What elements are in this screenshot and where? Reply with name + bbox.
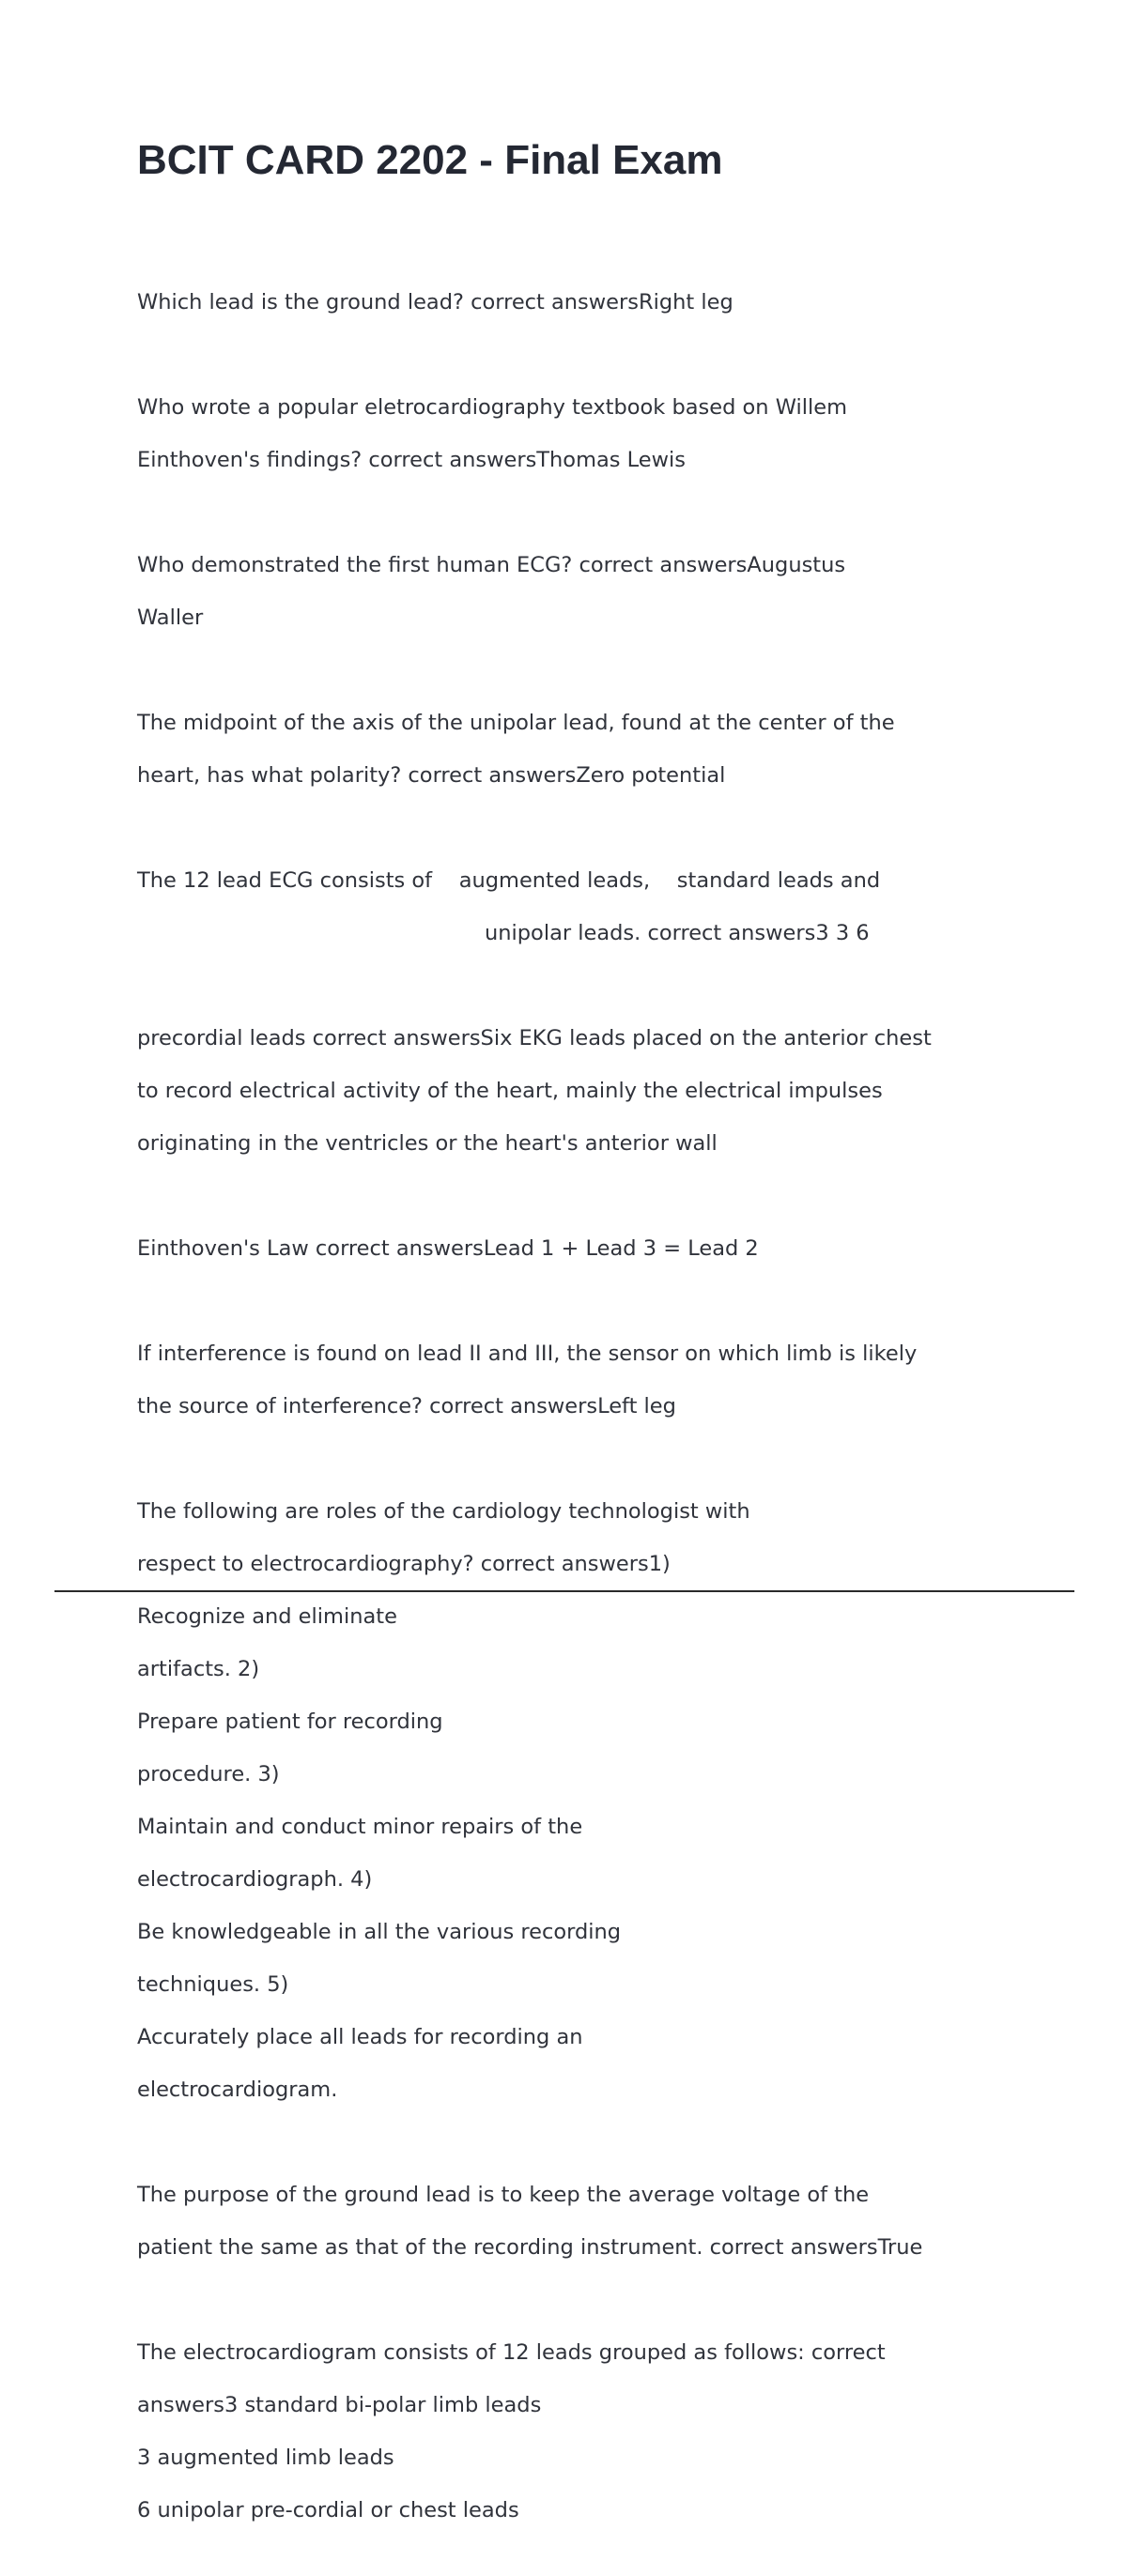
qa-line: The electrocardiogram consists of 12 leads grouped as follows: correct (137, 2340, 886, 2365)
qa-line: The purpose of the ground lead is to keep the average voltage of the (137, 2183, 870, 2207)
qa-line: heart, has what polarity? correct answersZero potential (137, 763, 726, 788)
footer-divider (54, 1590, 1074, 1592)
qa-line: precordial leads correct answersSix EKG leads placed on the anterior chest (137, 1026, 932, 1050)
qa-line: the source of interference? correct answersLeft leg (137, 1394, 676, 1418)
qa-item (137, 1314, 1011, 1446)
qa-line: The 12 lead ECG consists of augmented leads, standard leads and (137, 868, 881, 893)
qa-line: Be knowledgeable in all the various recording (137, 1920, 622, 1944)
qa-line: 3 augmented limb leads (137, 2446, 394, 2470)
qa-line: respect to electrocardiography? correct answers1) (137, 1552, 671, 1576)
qa-line: Accurately place all leads for recording an (137, 2025, 583, 2049)
qa-item (137, 2313, 1011, 2550)
qa-line: Einthoven's findings? correct answersThomas Lewis (137, 448, 687, 472)
qa-item (137, 841, 1011, 973)
qa-line: Einthoven's Law correct answersLead 1 + Lead 3 = Lead 2 (137, 1236, 759, 1261)
qa-item (137, 2155, 1011, 2287)
qa-line: Who demonstrated the first human ECG? correct answersAugustus (137, 553, 846, 577)
qa-line: Which lead is the ground lead? correct answersRight leg (137, 290, 733, 314)
qa-line: 6 unipolar pre-cordial or chest leads (137, 2498, 519, 2522)
qa-line: Maintain and conduct minor repairs of the (137, 1815, 583, 1839)
qa-line: Prepare patient for recording (137, 1710, 443, 1734)
qa-line: Recognize and eliminate (137, 1604, 397, 1629)
qa-line: patient the same as that of the recording instrument. correct answersTrue (137, 2235, 923, 2260)
qa-list (137, 263, 1011, 2576)
qa-line: electrocardiograph. 4) (137, 1867, 373, 1892)
document-title: BCIT CARD 2202 - Final Exam (137, 137, 723, 183)
qa-line: unipolar leads. correct answers3 3 6 (485, 921, 870, 945)
qa-line: The midpoint of the axis of the unipolar lead, found at the center of the (137, 711, 895, 735)
qa-line: to record electrical activity of the heart, mainly the electrical impulses (137, 1079, 883, 1103)
qa-line: If interference is found on lead II and III, the sensor on which limb is likely (137, 1342, 918, 1366)
qa-line: procedure. 3) (137, 1762, 280, 1786)
qa-item (137, 999, 1011, 1183)
qa-line: originating in the ventricles or the heart's anterior wall (137, 1131, 718, 1156)
qa-line: techniques. 5) (137, 1972, 289, 1997)
qa-line: The following are roles of the cardiology technologist with (137, 1499, 750, 1524)
qa-item (137, 526, 1011, 657)
qa-item (137, 263, 1011, 342)
qa-item (137, 683, 1011, 815)
qa-item (137, 1209, 1011, 1288)
qa-line: answers3 standard bi-polar limb leads (137, 2393, 542, 2417)
qa-item (137, 368, 1011, 499)
qa-item (137, 1472, 1011, 2129)
qa-line: artifacts. 2) (137, 1657, 260, 1681)
qa-line: electrocardiogram. (137, 2078, 338, 2102)
qa-line: Waller (137, 606, 204, 630)
qa-line: Who wrote a popular eletrocardiography textbook based on Willem (137, 395, 847, 420)
